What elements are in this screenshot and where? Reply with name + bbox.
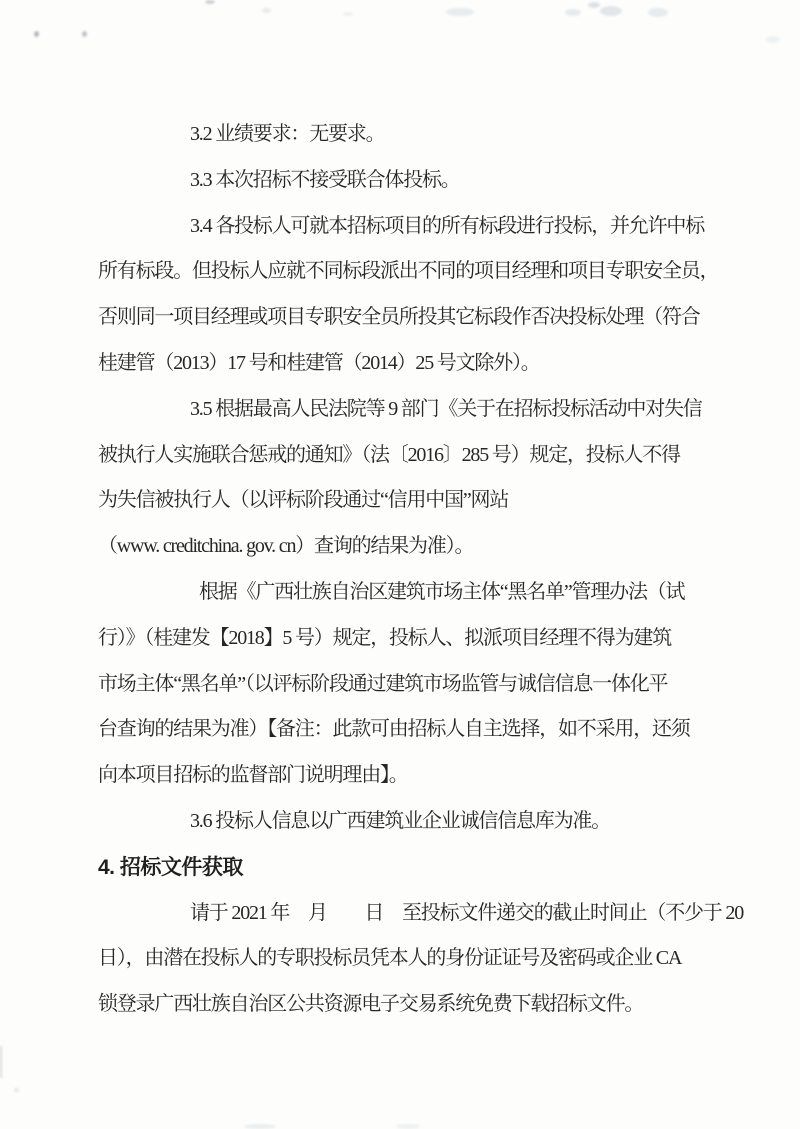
scan-artifact xyxy=(588,2,600,8)
scan-artifact xyxy=(766,36,780,43)
text-line: 市场主体“黑名单”（以评标阶段通过建筑市场监管与诚信信息一体化平 xyxy=(98,672,668,695)
scan-artifact xyxy=(14,1088,19,1092)
scan-artifact xyxy=(343,12,353,16)
text-line: 为失信被执行人（以评标阶段通过“信用中国”网站 xyxy=(98,489,509,512)
text-line: 向本项目招标的监督部门说明理由】。 xyxy=(98,764,408,787)
scan-artifact xyxy=(244,1124,276,1129)
text-line: 行）》（桂建发【2018】5 号）规定，投标人、拟派项目经理不得为建筑 xyxy=(98,626,671,649)
text-line: 3.6 投标人信息以广西建筑业企业诚信信息库为准。 xyxy=(190,809,610,832)
scan-artifact xyxy=(262,8,271,13)
scan-artifact xyxy=(34,31,39,37)
scan-artifact xyxy=(396,1124,420,1129)
text-line: 日），由潜在投标人的专职投标员凭本人的身份证证号及密码或企业 CA xyxy=(98,947,682,970)
scan-artifact xyxy=(648,8,668,17)
text-line: （www. creditchina. gov. cn）查询的结果为准）。 xyxy=(98,535,474,558)
text-line: 根据《广西壮族自治区建筑市场主体“黑名单”管理办法（试 xyxy=(199,580,685,603)
text-line: 3.3 本次招标不接受联合体投标。 xyxy=(190,168,460,191)
text-line: 请于 2021 年 月 日 至投标文件递交的截止时间止（不少于 20 xyxy=(190,901,743,924)
scan-artifact xyxy=(205,0,215,4)
text-line: 否则同一项目经理或项目专职安全员所投其它标段作否决投标处理（符合 xyxy=(98,306,700,329)
scan-artifact xyxy=(600,6,622,16)
scan-artifact xyxy=(82,31,87,37)
text-line: 台查询的结果为准）【备注：此款可由招标人自主选择，如不采用，还须 xyxy=(98,718,690,741)
scan-artifact xyxy=(565,9,581,16)
text-line: 桂建管（2013）17 号和桂建管（2014）25 号文除外）。 xyxy=(98,351,540,374)
text-line: 3.2 业绩要求：无要求。 xyxy=(190,123,385,145)
document-body xyxy=(98,112,758,1028)
section-heading: 4. 招标文件获取 xyxy=(98,855,243,879)
scan-artifact xyxy=(0,1046,2,1078)
text-line: 3.4 各投标人可就本招标项目的所有标段进行投标，并允许中标 xyxy=(190,214,704,237)
text-line: 所有标段。但投标人应就不同标段派出不同的项目经理和项目专职安全员， xyxy=(98,260,719,283)
text-line: 锁登录广西壮族自治区公共资源电子交易系统免费下载招标文件。 xyxy=(98,993,644,1016)
scan-artifact xyxy=(446,8,474,16)
text-line: 被执行人实施联合惩戒的通知》（法〔2016〕285 号）规定，投标人不得 xyxy=(98,443,680,466)
text-line: 3.5 根据最高人民法院等 9 部门《关于在招标投标活动中对失信 xyxy=(190,397,702,420)
